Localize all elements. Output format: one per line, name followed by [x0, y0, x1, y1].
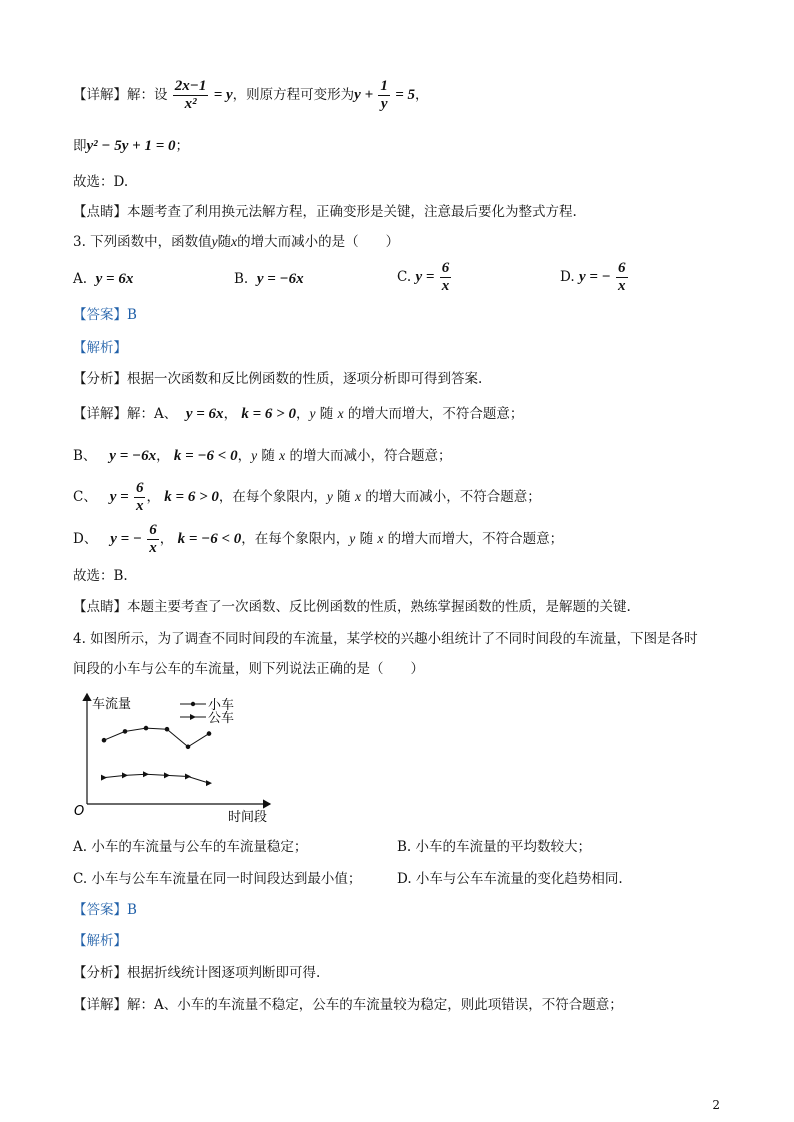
- fraction-1-over-y: $\frac{1}{y}$: [380, 78, 388, 112]
- data-point-bus-6: [206, 780, 212, 786]
- line-comment-1: 【点睛】本题考查了利用换元法解方程，正确变形是关键，注意最后要化为整式方程.: [73, 204, 577, 220]
- question-3: 3. 下列函数中，函数值y随x的增大而减小的是（ ）: [73, 234, 400, 250]
- q3-option-a: A. y = 6x: [73, 271, 134, 287]
- origin-label: O: [74, 804, 85, 819]
- method-4: 【分析】根据折线统计图逐项判断即可得.: [73, 965, 321, 981]
- method-3: 【分析】根据一次函数和反比例函数的性质，逐项分析即可得到答案.: [73, 371, 483, 387]
- fraction-2x-1-over-x2: $\frac{2x-1}{\text{x²}}$: [174, 78, 207, 112]
- legend-label-bus: 公车: [208, 711, 235, 726]
- data-point-car-6: [207, 731, 212, 736]
- q4-option-d: D. 小车与公车车流量的变化趋势相同.: [397, 871, 623, 887]
- select-3: 故选：B.: [73, 568, 128, 584]
- line-detail-substitution: 【详解】解：设 $\frac{2x-1}{\text{x²}}$ = y，则原方程可变形为y + $\frac{1}{y}$ = 5，: [73, 78, 429, 112]
- answer-3: 【答案】B: [73, 307, 137, 323]
- line-quadratic: 即y² − 5y + 1 = 0；: [73, 138, 189, 154]
- q3-option-b: B. y = −6x: [234, 271, 304, 287]
- legend: [180, 698, 234, 726]
- traffic-line-chart: [60, 688, 280, 828]
- comment-3: 【点睛】本题主要考查了一次函数、反比例函数的性质，熟练掌握函数的性质，是解题的关键.: [73, 599, 631, 615]
- legend-marker-bus: [190, 714, 196, 720]
- data-point-bus-3: [143, 771, 149, 777]
- series-line-car: [104, 728, 209, 747]
- series-layer: [101, 726, 212, 786]
- data-point-car-4: [165, 727, 170, 732]
- data-point-bus-1: [101, 775, 107, 781]
- series-line-bus: [104, 774, 209, 783]
- data-point-car-3: [144, 726, 149, 731]
- data-point-bus-5: [185, 774, 191, 780]
- answer-4: 【答案】B: [73, 902, 137, 918]
- question-4-line-2: 间段的小车与公车的车流量，则下列说法正确的是（ ）: [73, 661, 424, 677]
- legend-marker-car: [191, 702, 195, 706]
- detail-3-c: C、 y = $\frac{6}{x}$ ， k = 6 > 0，在每个象限内，y 随 x 的增大而减小，不符合题意；: [73, 480, 541, 514]
- question-4-line-1: 4. 如图所示，为了调查不同时间段的车流量，某学校的兴趣小组统计了不同时间段的车流量，下图是各时: [73, 631, 698, 647]
- detail-3-a: 【详解】解：A、 y = 6x， k = 6 > 0，y 随 x 的增大而增大，不符合题意；: [73, 406, 524, 422]
- detail-3-d: D、 y = − $\frac{6}{x}$ ， k = −6 < 0，在每个象限内，y 随 x 的增大而增大，不符合题意；: [73, 522, 564, 556]
- data-point-car-1: [102, 738, 107, 743]
- data-point-bus-2: [122, 772, 128, 778]
- q4-option-c: C. 小车与公车车流量在同一时间段达到最小值；: [73, 871, 362, 887]
- x-axis-label: 时间段: [228, 810, 268, 825]
- q4-option-a: A. 小车的车流量与公车的车流量稳定；: [73, 839, 308, 855]
- q3-option-c: C. y = $\frac{6}{x}$: [397, 260, 450, 294]
- data-point-car-5: [186, 745, 191, 750]
- data-point-bus-4: [164, 772, 170, 778]
- detail-4-a: 【详解】解：A、小车的车流量不稳定，公车的车流量较为稳定，则此项错误，不符合题意；: [73, 997, 623, 1013]
- y-axis-label: 车流量: [92, 697, 132, 712]
- legend-label-car: 小车: [208, 698, 235, 713]
- analysis-4: 【解析】: [73, 933, 127, 949]
- data-point-car-2: [123, 729, 128, 734]
- detail-3-b: B、 y = −6x， k = −6 < 0，y 随 x 的增大而减小，符合题意；: [73, 448, 452, 464]
- q4-option-b: B. 小车的车流量的平均数较大；: [397, 839, 592, 855]
- line-select-d: 故选：D.: [73, 174, 129, 190]
- analysis-3: 【解析】: [73, 340, 127, 356]
- q3-option-d: D. y = − $\frac{6}{x}$: [560, 260, 626, 294]
- page-number: 2: [712, 1098, 720, 1112]
